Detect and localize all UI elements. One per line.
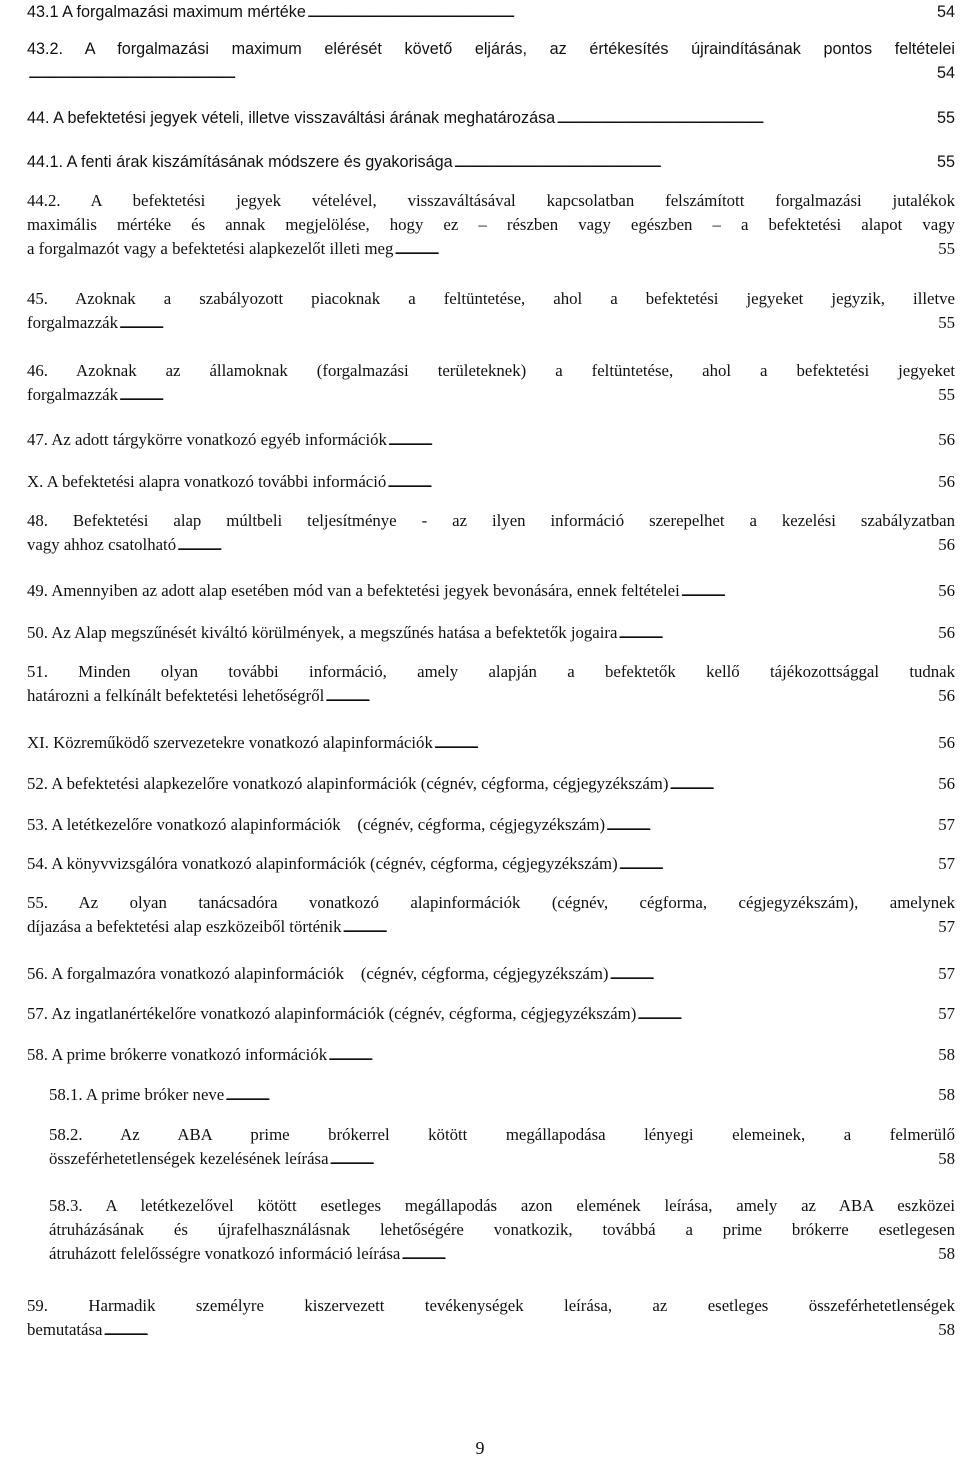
toc-entry-57[interactable] <box>27 1002 955 1028</box>
toc-page-number: 57 <box>938 964 955 983</box>
toc-entry-title: 48. Befektetési alap múltbeli teljesítménye - az ilyen információ szerepelhet a kezelési szabályzatban <box>27 511 955 530</box>
toc-entry-title: 44.1. A fenti árak kiszámításának módszere és gyakorisága <box>27 153 453 171</box>
toc-entry-title: 45. Azoknak a szabályozott piacoknak a feltüntetése, ahol a befektetési jegyeket jegyzik, illetve <box>27 289 955 308</box>
toc-entry-title: 44.2. A befektetési jegyek vételével, visszaváltásával kapcsolatban felszámított forgalmazási jutalékok <box>27 191 955 210</box>
toc-page-number: 55 <box>938 385 955 404</box>
toc-entry-43-1[interactable] <box>27 0 955 24</box>
toc-page-number: 56 <box>938 733 955 752</box>
toc-entry-58[interactable] <box>27 1043 955 1069</box>
toc-entry-title: 43.1 A forgalmazási maximum mértéke <box>27 3 306 21</box>
toc-entry-title: 47. Az adott tárgykörre vonatkozó egyéb információk <box>27 430 387 449</box>
toc-page-number: 56 <box>938 581 955 600</box>
toc-entry-51[interactable]: 51. Minden olyan további információ, amely alapján a befektetők kellő tájékozottsággal tudnak határozni a felkínált befektetési lehetőségről . . . 56 <box>27 660 955 710</box>
toc-entry-title: 59. Harmadik személyre kiszervezett tevékenységek leírása, az esetleges összeférhetetlenségek <box>27 1296 955 1315</box>
toc-page-number: 55 <box>936 109 955 127</box>
toc-entry-title: 58.3. A letétkezelővel kötött esetleges megállapodás azon elemének leírása, amely az ABA eszközei <box>49 1196 955 1215</box>
toc-entry-44[interactable] <box>27 106 955 130</box>
toc-entry-title: 58.2. Az ABA prime brókerrel kötött megállapodása lényegi elemeinek, a felmerülő <box>49 1125 955 1144</box>
toc-entry-54[interactable] <box>27 852 955 878</box>
toc-entry-44-1[interactable] <box>27 150 955 174</box>
toc-entry-xi[interactable] <box>27 731 955 757</box>
toc-entry-title: 58.1. A prime bróker neve <box>49 1085 225 1104</box>
toc-page-number: 58 <box>938 1045 955 1064</box>
toc-page-number: 54 <box>936 3 955 21</box>
toc-page-number: 56 <box>938 686 955 705</box>
toc-entry-47[interactable] <box>27 428 955 454</box>
toc-page-number: 56 <box>938 774 955 793</box>
toc-entry-44-2[interactable]: 44.2. A befektetési jegyek vételével, visszaváltásával kapcsolatban felszámított forgalmazási jutalékok maximális mértéke és annak megjelölése, hogy ez – részben vagy egészben – a befektetési alapot vagy a forgalmazót vagy a befektetési alapkezelőt illeti meg . . . 55 <box>27 189 955 263</box>
toc-entry-58-3[interactable]: 58.3. A letétkezelővel kötött esetleges megállapodás azon elemének leírása, amely az ABA eszközei átruházásának és újrafelhasználásnak lehetőségére vonatkozik, továbbá a prime brókerre esetlegesen átruházott felelősségre vonatkozó információ leírása . . . 58 <box>49 1194 955 1268</box>
toc-entry-title: 51. Minden olyan további információ, amely alapján a befektetők kellő tájékozottsággal tudnak <box>27 662 955 681</box>
toc-entry-title: X. A befektetési alapra vonatkozó további információ <box>27 472 387 491</box>
toc-page-number: 56 <box>938 623 955 642</box>
toc-entry-48[interactable]: 48. Befektetési alap múltbeli teljesítménye - az ilyen információ szerepelhet a kezelési szabályzatban vagy ahhoz csatolható . . . 56 <box>27 509 955 559</box>
toc-entry-title: 53. A letétkezelőre vonatkozó alapinformációk (cégnév, cégforma, cégjegyzékszám) <box>27 815 606 834</box>
toc-entry-x[interactable] <box>27 470 955 496</box>
toc-entry-46[interactable]: 46. Azoknak az államoknak (forgalmazási területeknek) a feltüntetése, ahol a befektetési jegyeket forgalmazzák . . . 55 <box>27 359 955 409</box>
toc-entry-title: 56. A forgalmazóra vonatkozó alapinformációk (cégnév, cégforma, cégjegyzékszám) <box>27 964 609 983</box>
toc-page-number: 57 <box>938 815 955 834</box>
toc-page-number: 55 <box>936 153 955 171</box>
toc-entry-58-1[interactable] <box>49 1083 955 1109</box>
toc-page-number: 56 <box>938 535 955 554</box>
toc-entry-title: 54. A könyvvizsgálóra vonatkozó alapinformációk (cégnév, cégforma, cégjegyzékszám) <box>27 854 618 873</box>
toc-entry-title: XI. Közreműködő szervezetekre vonatkozó alapinformációk <box>27 733 433 752</box>
toc-page-number: 58 <box>938 1085 955 1104</box>
toc-page-number: 57 <box>938 1004 955 1023</box>
toc-entry-43-2[interactable] <box>27 37 955 85</box>
toc-page-number: 56 <box>938 472 955 491</box>
toc-page-number: 58 <box>938 1244 955 1263</box>
toc-entry-50[interactable] <box>27 621 955 647</box>
toc-entry-title: 49. Amennyiben az adott alap esetében mód van a befektetési jegyek bevonására, ennek feltételei <box>27 581 680 600</box>
toc-entry-title: 50. Az Alap megszűnését kiváltó körülmények, a megszűnés hatása a befektetők jogaira <box>27 623 618 642</box>
toc-entry-49[interactable] <box>27 579 955 605</box>
toc-entry-55[interactable]: 55. Az olyan tanácsadóra vonatkozó alapinformációk (cégnév, cégforma, cégjegyzékszám), amelynek díjazása a befektetési alap eszközeiből történik . . . 57 <box>27 891 955 941</box>
toc-entry-title: 58. A prime brókerre vonatkozó információk <box>27 1045 328 1064</box>
toc-page-number: 57 <box>938 854 955 873</box>
page-number: 9 <box>475 1438 485 1458</box>
toc-entry-45[interactable]: 45. Azoknak a szabályozott piacoknak a feltüntetése, ahol a befektetési jegyeket jegyzik, illetve forgalmazzák . . . 55 <box>27 287 955 337</box>
toc-page-number: 58 <box>938 1149 955 1168</box>
toc-page-number: 56 <box>938 430 955 449</box>
toc-entry-title: 46. Azoknak az államoknak (forgalmazási területeknek) a feltüntetése, ahol a befektetési jegyeket <box>27 361 955 380</box>
toc-entry-56[interactable] <box>27 962 955 988</box>
toc-page-number: 54 <box>936 64 955 82</box>
toc-entry-title: 44. A befektetési jegyek vételi, illetve visszaváltási árának meghatározása <box>27 109 556 127</box>
toc-entry-53[interactable] <box>27 813 955 839</box>
toc-entry-52[interactable] <box>27 772 955 798</box>
toc-entry-59[interactable]: 59. Harmadik személyre kiszervezett tevékenységek leírása, az esetleges összeférhetetlenségek bemutatása . . . 58 <box>27 1294 955 1344</box>
toc-entry-title: 55. Az olyan tanácsadóra vonatkozó alapinformációk (cégnév, cégforma, cégjegyzékszám), amelynek <box>27 893 955 912</box>
toc-page-number: 55 <box>938 313 955 332</box>
toc-entry-title: 43.2. A forgalmazási maximum elérését követő eljárás, az értékesítés újraindításának pontos feltételei <box>27 40 955 58</box>
toc-entry-title: 52. A befektetési alapkezelőre vonatkozó alapinformációk (cégnév, cégforma, cégjegyzékszám) <box>27 774 669 793</box>
toc-page-number: 57 <box>938 917 955 936</box>
toc-entry-58-2[interactable]: 58.2. Az ABA prime brókerrel kötött megállapodása lényegi elemeinek, a felmerülő összeférhetetlenségek kezelésének leírása . . . 58 <box>49 1123 955 1173</box>
toc-page-number: 55 <box>938 239 955 258</box>
toc-page-number: 58 <box>938 1320 955 1339</box>
toc-entry-title: 57. Az ingatlanértékelőre vonatkozó alapinformációk (cégnév, cégforma, cégjegyzékszám) <box>27 1004 637 1023</box>
